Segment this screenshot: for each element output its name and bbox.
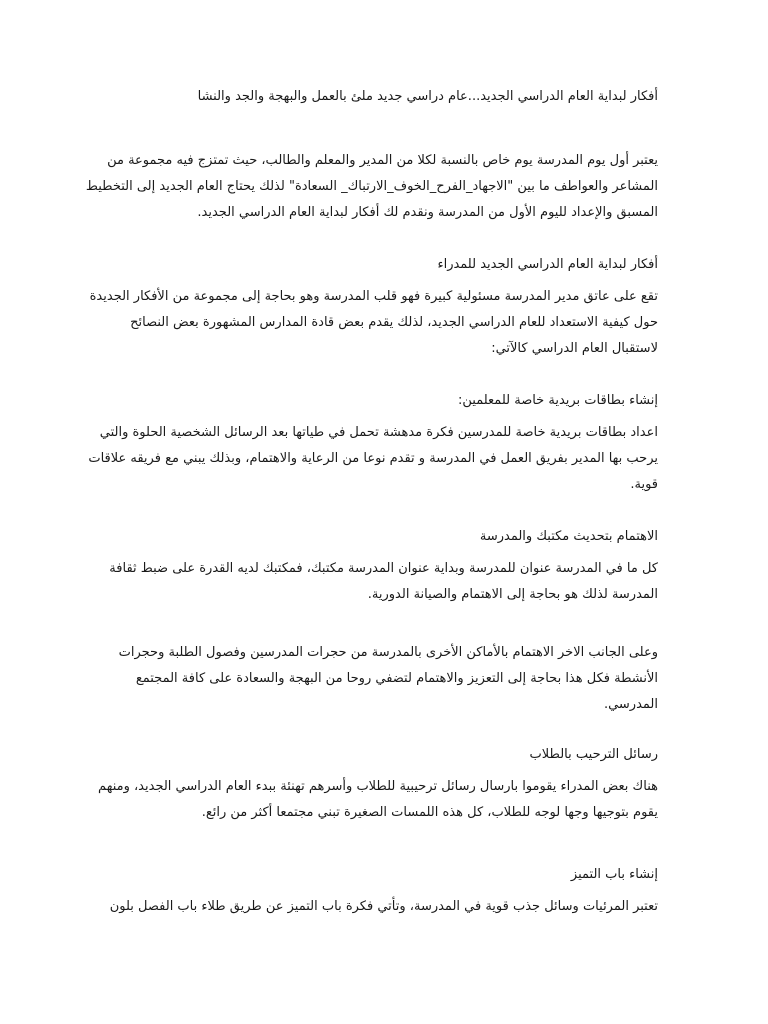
section2-line: قوية.	[630, 477, 658, 492]
section1-line: لاستقبال العام الدراسي كالآتي:	[491, 341, 658, 356]
intro-line: المسبق والإعداد لليوم الأول من المدرسة ونقدم لك أفكار لبداية العام الدراسي الجديد.	[197, 205, 658, 220]
section3-paragraph-2	[118, 640, 658, 718]
section1-paragraph	[89, 284, 658, 362]
section2-line: يرحب بها المدير بفريق العمل في المدرسة و تقدم نوعا من الرعاية والاهتمام، وبذلك يبني مع فريقه علاقات	[88, 451, 658, 466]
section4-line: يقوم بتوجيها وجها لوجه للطلاب، كل هذه اللمسات الصغيرة تبني مجتمعا أكثر من رائع.	[201, 805, 658, 820]
intro-line: المشاعر والعواطف ما بين "الاجهاد_الفرح_الخوف_الارتباك_ السعادة" لذلك يحتاج العام الجديد إلى التخطيط	[85, 179, 658, 194]
section3-line: المدرسي.	[603, 697, 658, 712]
section2-line: اعداد بطاقات بريدية خاصة للمدرسين فكرة مدهشة تحمل في طياتها بعد الرسائل الشخصية الحلوة والتي	[99, 425, 658, 440]
section3-heading: الاهتمام بتحديث مكتبك والمدرسة	[479, 529, 658, 544]
intro-line: يعتبر أول يوم المدرسة يوم خاص بالنسبة لكلا من المدير والمعلم والطالب، حيث تمتزج فيه مجموعة من	[107, 153, 658, 168]
section3-line: كل ما في المدرسة عنوان للمدرسة وبداية عنوان المدرسة مكتبك، فمكتبك لديه القدرة على ضبط ثقافة	[109, 561, 658, 576]
section2-paragraph	[88, 420, 658, 498]
section4-line: هناك بعض المدراء يقوموا بارسال رسائل ترحيبية للطلاب وأسرهم تهنئة ببدء العام الدراسي الجديد، ومنهم	[98, 779, 658, 794]
intro-paragraph	[85, 148, 658, 226]
section5-heading: إنشاء باب التميز	[570, 867, 658, 882]
section1-line: تقع على عاتق مدير المدرسة مسئولية كبيرة فهو قلب المدرسة وهو بحاجة إلى مجموعة من الأفكار الجديدة	[89, 289, 658, 304]
section3-line: الأنشطة فكل هذا بحاجة إلى التعزيز والاهتمام لتضفي روحا من البهجة والسعادة على كافة المجتمع	[135, 671, 658, 686]
document-title: أفكار لبداية العام الدراسي الجديد...عام دراسي جديد ملئ بالعمل والبهجة والجد والنشا	[197, 89, 658, 104]
section2-heading: إنشاء بطاقات بريدية خاصة للمعلمين:	[458, 393, 658, 408]
section3-line: المدرسة لذلك هو بحاجة إلى الاهتمام والصيانة الدورية.	[367, 587, 658, 602]
section5-line: تعتبر المرئيات وسائل جذب قوية في المدرسة، وتأتي فكرة باب التميز عن طريق طلاء باب الفصل بلون	[109, 899, 658, 914]
section3-line: وعلى الجانب الاخر الاهتمام بالأماكن الأخرى بالمدرسة من حجرات المدرسين وفصول الطلبة وحجرات	[118, 645, 658, 660]
section5-paragraph	[109, 894, 658, 920]
section4-heading: رسائل الترحيب بالطلاب	[529, 747, 658, 762]
section1-heading: أفكار لبداية العام الدراسي الجديد للمدراء	[437, 257, 658, 272]
section1-line: حول كيفية الاستعداد للعام الدراسي الجديد، لذلك يقدم بعض قادة المدارس المشهورة بعض النصائح	[130, 315, 658, 330]
section3-paragraph	[109, 556, 658, 608]
section4-paragraph	[98, 774, 658, 826]
